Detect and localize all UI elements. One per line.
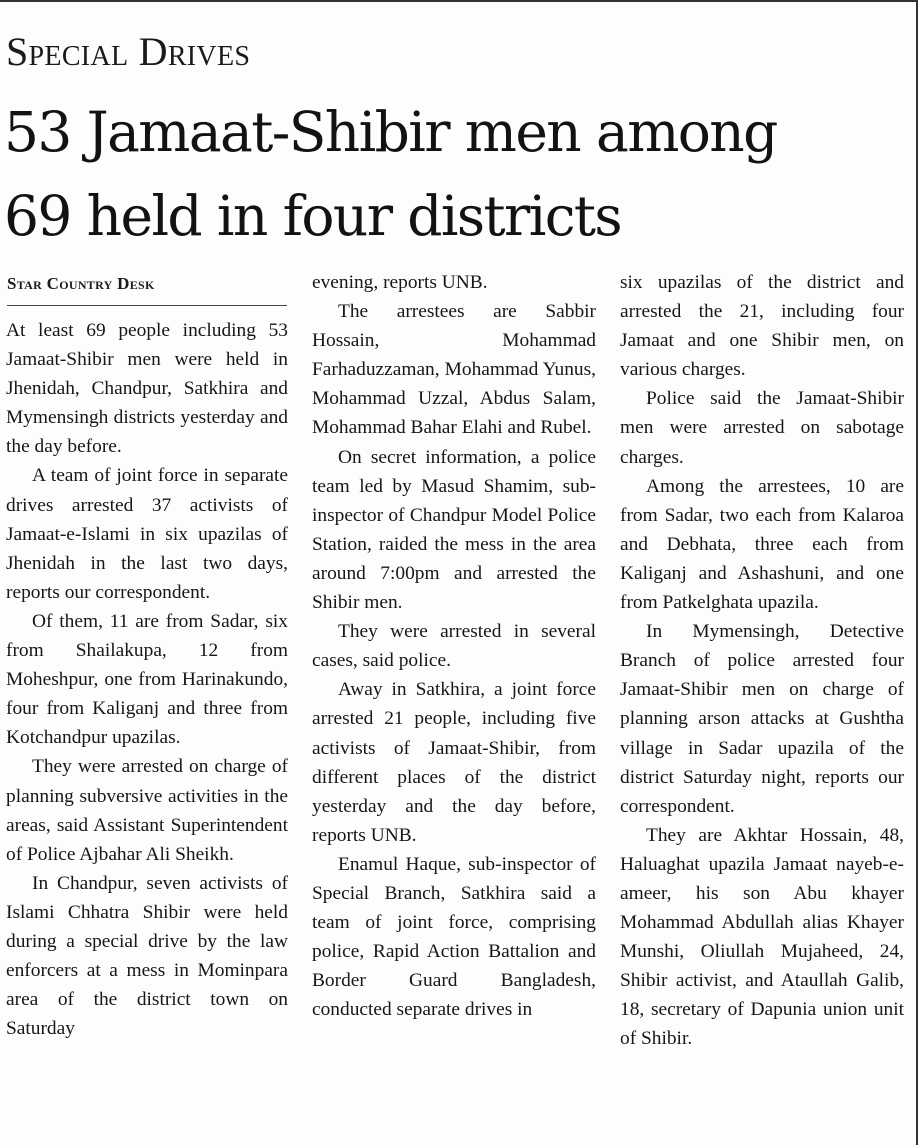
paragraph: They are Akhtar Hossain, 48, Haluaghat upazila Jamaat nayeb-e-ameer, his son Abu khayer Mohammad Abdullah alias Khayer Munshi, Oliullah Mujaheed, 24, Shibir activist, and Ataullah Galib, 18, secretary of Dapunia union unit of Shibir. — [620, 824, 904, 1050]
paragraph: Among the arrestees, 10 are from Sadar, two each from Kalaroa and Debhata, three each from Kaliganj and Ashashuni, and one from Patkelghata upazila. — [620, 475, 904, 614]
paragraph: A team of joint force in separate drives arrested 37 activists of Jamaat-e-Islami in six upazilas of Jhenidah in the last two days, reports our correspondent. — [6, 465, 288, 603]
paragraph: On secret information, a police team led by Masud Shamim, sub-inspector of Chandpur Model Police Station, raided the mess in the area around 7:00pm and arrested the Shibir men. — [312, 446, 596, 614]
headline-line: 69 held in four districts — [4, 184, 622, 248]
paragraph: They were arrested in several cases, said police. — [312, 621, 596, 672]
byline: Star Country Desk — [7, 274, 155, 293]
headline — [4, 90, 914, 258]
paragraph: six upazilas of the district and arrested the 21, including four Jamaat and one Shibir men, on various charges. — [620, 272, 904, 381]
paragraph: In Chandpur, seven activists of Islami Chhatra Shibir were held during a special drive by the law enforcers at a mess in Mominpara area of the district town on Saturday — [6, 872, 288, 1040]
paragraph: The arrestees are Sabbir Hossain, Mohammad Farhaduzzaman, Mohammad Yunus, Mohammad Uzzal, Abdus Salam, Mohammad Bahar Elahi and Rubel. — [312, 301, 596, 439]
paragraph: Enamul Haque, sub-inspector of Special Branch, Satkhira said a team of joint force, comprising police, Rapid Action Battalion and Border Guard Bangladesh, conducted separate drives in — [312, 853, 596, 1021]
paragraph: Police said the Jamaat-Shibir men were arrested on sabotage charges. — [620, 388, 904, 468]
article-column-3 — [620, 268, 904, 1054]
headline-line: 53 Jamaat-Shibir men among — [4, 100, 777, 164]
paragraph: evening, reports UNB. — [312, 272, 488, 293]
paragraph: They were arrested on charge of planning subversive activities in the areas, said Assistant Superintendent of Police Ajbahar Ali Sheikh. — [6, 756, 288, 865]
paragraph: In Mymensingh, Detective Branch of police arrested four Jamaat-Shibir men on charge of planning arson attacks at Gushtha village in Sadar upazila of the district Saturday night, reports our correspondent. — [620, 621, 904, 817]
byline-divider — [7, 305, 287, 306]
paragraph: Away in Satkhira, a joint force arrested 21 people, including five activists of Jamaat-Shibir, from different places of the district yesterday and the day before, reports UNB. — [312, 679, 596, 846]
section-kicker: Special Drives — [6, 29, 251, 74]
article-column-1 — [6, 316, 288, 1043]
paragraph: Of them, 11 are from Sadar, six from Shailakupa, 12 from Moheshpur, one from Harinakundo, four from Kaliganj and three from Kotchandpur upazilas. — [6, 610, 288, 749]
paragraph: At least 69 people including 53 Jamaat-Shibir men were held in Jhenidah, Chandpur, Satkhira and Mymensingh districts yesterday and the day before. — [6, 320, 288, 458]
article-column-2 — [312, 268, 596, 1024]
